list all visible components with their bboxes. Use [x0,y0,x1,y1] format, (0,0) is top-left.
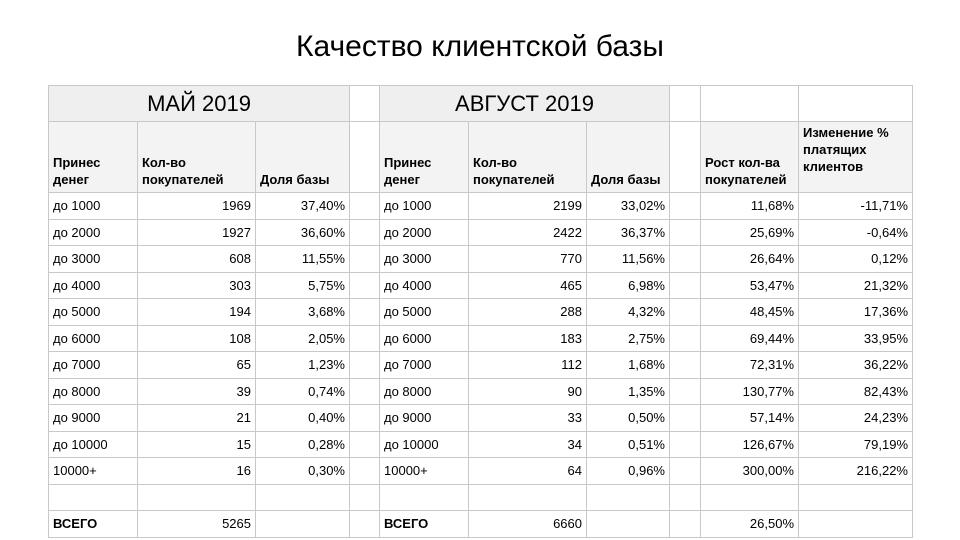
cell-may-share: 2,05% [256,325,350,352]
total-aug-count: 6660 [469,511,587,538]
cell-may-count: 108 [138,325,256,352]
cell-may-range: до 5000 [49,299,138,326]
cell-aug-share: 0,96% [587,458,670,485]
cell-may-range: до 4000 [49,272,138,299]
table-row [49,299,913,326]
gap-cell [670,458,701,485]
cell-may-range: до 8000 [49,378,138,405]
cell-aug-range: до 1000 [380,193,469,220]
cell-may-count: 608 [138,246,256,273]
cell-aug-share: 4,32% [587,299,670,326]
cell-change: 21,32% [799,272,913,299]
empty-cell [701,484,799,511]
cell-may-range: до 9000 [49,405,138,432]
cell-change: 24,23% [799,405,913,432]
cell-may-count: 65 [138,352,256,379]
table-row [49,272,913,299]
cell-may-share: 36,60% [256,219,350,246]
cell-may-share: 0,40% [256,405,350,432]
cell-aug-share: 0,50% [587,405,670,432]
gap-cell [670,122,701,193]
cell-aug-count: 770 [469,246,587,273]
cell-aug-range: до 8000 [380,378,469,405]
gap-cell [670,378,701,405]
cell-aug-count: 288 [469,299,587,326]
cell-may-share: 11,55% [256,246,350,273]
cell-growth: 72,31% [701,352,799,379]
empty-cell [350,484,380,511]
empty-cell [49,484,138,511]
period-aug: АВГУСТ 2019 [380,86,670,122]
gap-cell [350,431,380,458]
cell-aug-count: 2422 [469,219,587,246]
table-row [49,325,913,352]
gap-cell [350,86,380,122]
gap-cell [670,325,701,352]
gap-cell [350,458,380,485]
cell-aug-range: до 3000 [380,246,469,273]
total-growth: 26,50% [701,511,799,538]
page-title: Качество клиентской базы [296,30,664,63]
cell-aug-range: до 6000 [380,325,469,352]
gap-cell [670,511,701,538]
empty-cell [587,484,670,511]
period-row [49,86,913,122]
empty-cell [138,484,256,511]
gap-cell [670,299,701,326]
gap-cell [670,246,701,273]
gap-cell [350,299,380,326]
empty-cell [256,484,350,511]
cell-may-count: 1927 [138,219,256,246]
cell-aug-count: 465 [469,272,587,299]
total-row [49,511,913,538]
cell-growth: 69,44% [701,325,799,352]
header-aug-brought: Принес денег [380,122,469,193]
gap-cell [670,219,701,246]
cell-aug-count: 34 [469,431,587,458]
cell-growth: 300,00% [701,458,799,485]
header-may-share: Доля базы [256,122,350,193]
table-row [49,405,913,432]
client-base-table [48,85,913,538]
gap-cell [350,511,380,538]
cell-growth: 126,67% [701,431,799,458]
empty-cell [670,484,701,511]
empty-cell [587,511,670,538]
cell-may-range: до 7000 [49,352,138,379]
table-row [49,378,913,405]
header-may-count: Кол-во покупателей [138,122,256,193]
cell-may-range: до 10000 [49,431,138,458]
cell-growth: 25,69% [701,219,799,246]
empty-cell [380,484,469,511]
cell-aug-share: 11,56% [587,246,670,273]
cell-change: -11,71% [799,193,913,220]
header-growth: Рост кол-ва покупателей [701,122,799,193]
cell-aug-count: 183 [469,325,587,352]
gap-cell [670,405,701,432]
gap-cell [350,122,380,193]
gap-cell [670,193,701,220]
cell-aug-share: 1,35% [587,378,670,405]
empty-cell [799,511,913,538]
cell-aug-range: до 5000 [380,299,469,326]
header-aug-count: Кол-во покупателей [469,122,587,193]
cell-change: 0,12% [799,246,913,273]
gap-cell [670,272,701,299]
gap-cell [350,219,380,246]
cell-growth: 130,77% [701,378,799,405]
cell-aug-count: 64 [469,458,587,485]
cell-aug-share: 36,37% [587,219,670,246]
cell-may-share: 0,30% [256,458,350,485]
cell-growth: 53,47% [701,272,799,299]
cell-growth: 26,64% [701,246,799,273]
cell-may-count: 194 [138,299,256,326]
cell-change: 79,19% [799,431,913,458]
cell-aug-count: 112 [469,352,587,379]
cell-may-share: 3,68% [256,299,350,326]
cell-change: -0,64% [799,219,913,246]
cell-may-share: 5,75% [256,272,350,299]
cell-aug-range: до 7000 [380,352,469,379]
cell-aug-count: 2199 [469,193,587,220]
cell-may-range: до 2000 [49,219,138,246]
cell-may-share: 0,74% [256,378,350,405]
cell-aug-count: 90 [469,378,587,405]
empty-cell [701,86,799,122]
total-may-count: 5265 [138,511,256,538]
gap-cell [350,325,380,352]
empty-cell [799,484,913,511]
gap-cell [670,86,701,122]
empty-cell [256,511,350,538]
gap-cell [350,352,380,379]
cell-may-count: 1969 [138,193,256,220]
spacer-row [49,484,913,511]
total-may-label: ВСЕГО [49,511,138,538]
cell-growth: 11,68% [701,193,799,220]
total-aug-label: ВСЕГО [380,511,469,538]
gap-cell [350,405,380,432]
empty-cell [469,484,587,511]
cell-may-count: 15 [138,431,256,458]
cell-aug-range: до 10000 [380,431,469,458]
cell-growth: 48,45% [701,299,799,326]
cell-may-share: 0,28% [256,431,350,458]
table-row [49,431,913,458]
table-row [49,219,913,246]
gap-cell [350,272,380,299]
cell-may-count: 21 [138,405,256,432]
cell-aug-share: 6,98% [587,272,670,299]
header-aug-share: Доля базы [587,122,670,193]
cell-aug-share: 2,75% [587,325,670,352]
header-may-brought: Принес денег [49,122,138,193]
cell-may-share: 37,40% [256,193,350,220]
table-row [49,458,913,485]
table-row [49,246,913,273]
cell-may-count: 16 [138,458,256,485]
header-change: Изменение % платящих клиентов [799,122,913,193]
gap-cell [670,431,701,458]
gap-cell [350,378,380,405]
cell-may-count: 39 [138,378,256,405]
cell-change: 82,43% [799,378,913,405]
cell-aug-range: до 4000 [380,272,469,299]
table-row [49,193,913,220]
table-row [49,352,913,379]
cell-change: 36,22% [799,352,913,379]
gap-cell [350,193,380,220]
cell-aug-range: 10000+ [380,458,469,485]
cell-change: 17,36% [799,299,913,326]
cell-may-range: до 6000 [49,325,138,352]
cell-may-share: 1,23% [256,352,350,379]
cell-aug-range: до 9000 [380,405,469,432]
cell-aug-share: 33,02% [587,193,670,220]
gap-cell [350,246,380,273]
cell-growth: 57,14% [701,405,799,432]
cell-aug-share: 0,51% [587,431,670,458]
cell-change: 33,95% [799,325,913,352]
cell-aug-range: до 2000 [380,219,469,246]
empty-cell [799,86,913,122]
cell-may-range: 10000+ [49,458,138,485]
header-row [49,122,913,193]
cell-may-count: 303 [138,272,256,299]
cell-aug-count: 33 [469,405,587,432]
cell-may-range: до 1000 [49,193,138,220]
cell-change: 216,22% [799,458,913,485]
gap-cell [670,352,701,379]
period-may: МАЙ 2019 [49,86,350,122]
cell-may-range: до 3000 [49,246,138,273]
cell-aug-share: 1,68% [587,352,670,379]
